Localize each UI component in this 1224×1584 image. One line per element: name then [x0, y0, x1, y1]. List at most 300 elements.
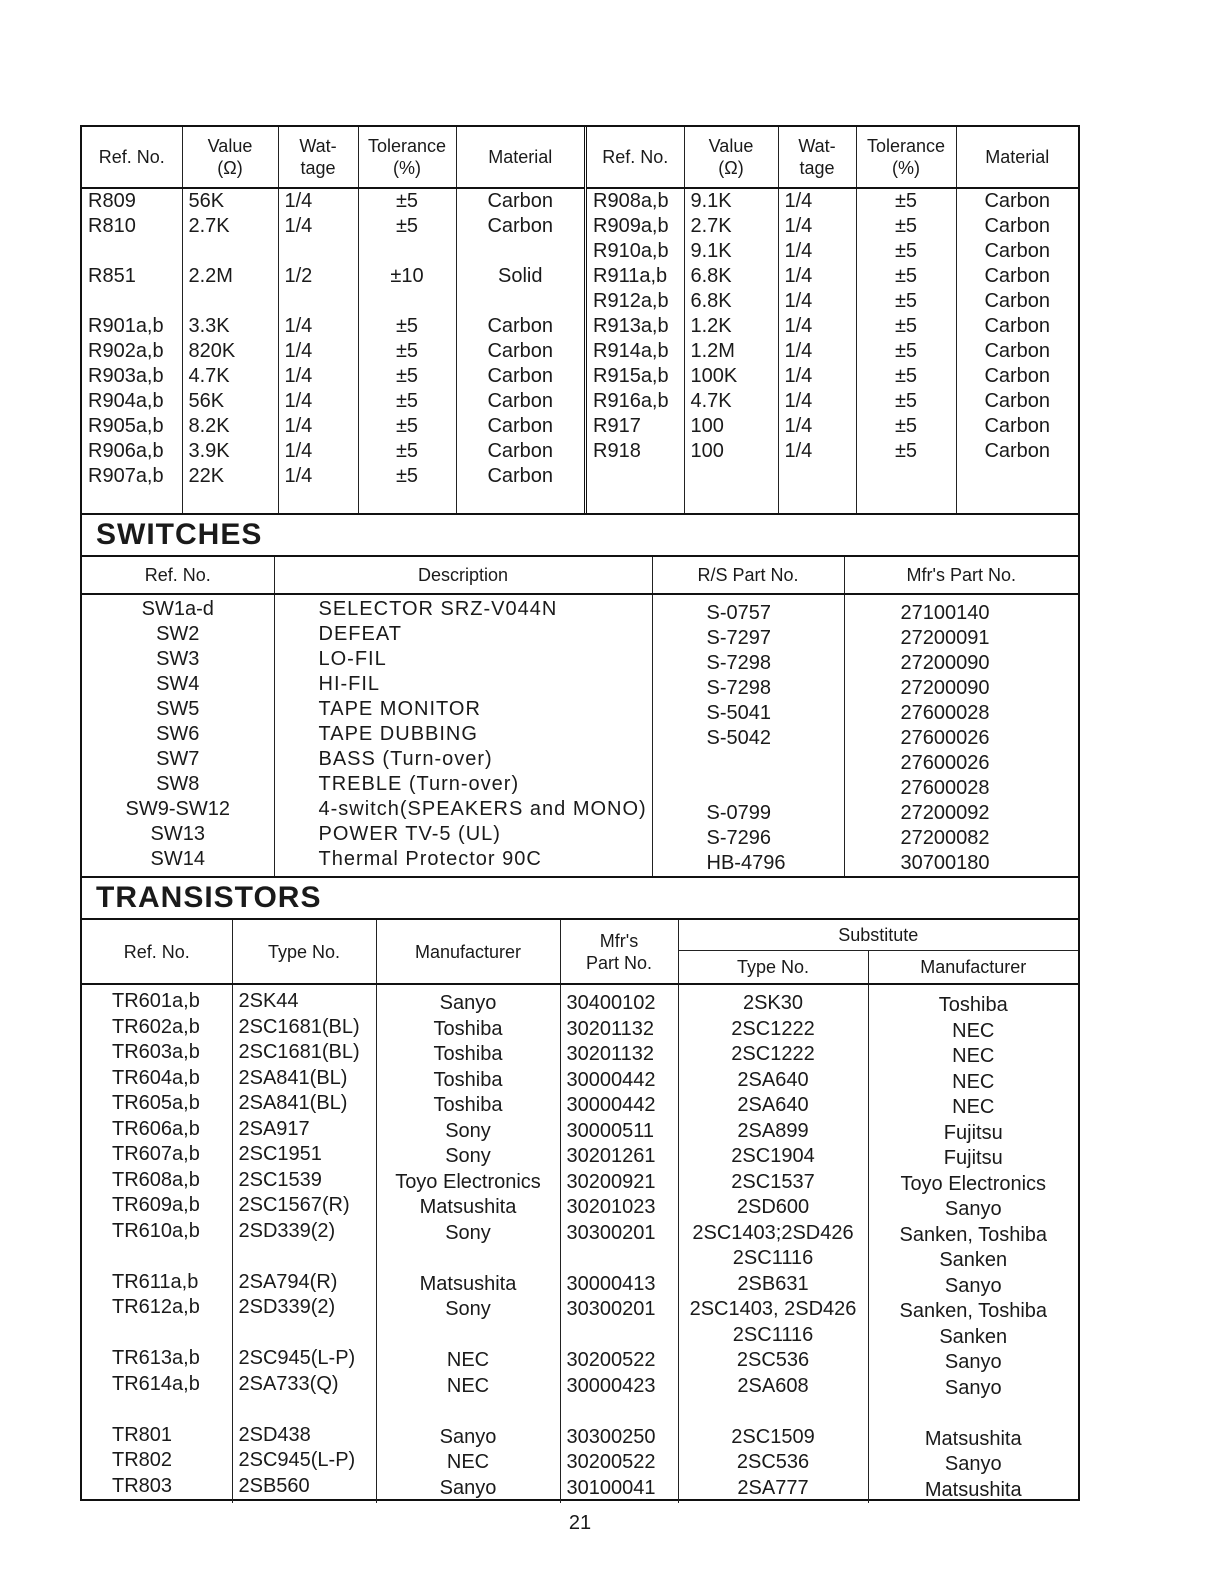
resistor-value: 4.7K — [188, 365, 230, 387]
transistor-substitute-manufacturer: Toyo Electronics — [900, 1172, 1047, 1195]
resistor-value: 100K — [690, 365, 738, 387]
resistor-tolerance: ±5 — [894, 365, 918, 387]
transistor-mfr-part: 30000442 — [566, 1094, 656, 1116]
switch-mfr-part: 27200090 — [900, 652, 990, 674]
switch-description: TAPE MONITOR — [318, 698, 481, 720]
resistor-refs — [587, 188, 684, 513]
resistor-value: 8.2K — [188, 415, 230, 437]
transistor-ref — [112, 1244, 226, 1270]
resistor-refs — [82, 188, 182, 513]
transistor-substitute-type: 2SD600 — [736, 1196, 810, 1218]
resistor-column-body — [82, 188, 584, 513]
switches-table — [82, 557, 1078, 878]
transistor-substitute-manufacturer: Sanyo — [944, 1453, 1002, 1475]
resistor-ref: R916a,b — [593, 390, 669, 412]
col-tolerance-header: Tolerance (%) — [856, 127, 956, 188]
resistor-ref: R911a,b — [593, 265, 668, 287]
transistor-substitute-manufacturers — [868, 984, 1078, 1503]
transistor-ref: TR610a,b — [112, 1219, 200, 1242]
transistor-type: 2SA841(BL) — [238, 1066, 348, 1089]
transistor-manufacturer: NEC — [446, 1451, 490, 1473]
transistor-ref — [112, 1397, 226, 1423]
transistor-manufacturer: Matsushita — [419, 1196, 517, 1218]
resistor-value: 22K — [188, 465, 225, 487]
col-manufacturer-header: Manufacturer — [376, 920, 560, 984]
resistor-tolerance: ±5 — [395, 390, 419, 412]
resistor-wattage: 1/4 — [784, 315, 813, 337]
transistor-mfr-part: 30201132 — [566, 1017, 654, 1040]
resistor-values — [182, 188, 278, 513]
resistor-value: 56K — [188, 390, 225, 412]
transistor-substitute-manufacturer: Sanyo — [944, 1351, 1002, 1373]
switches-title: SWITCHES — [82, 515, 1078, 557]
switch-rs-part: S-7298 — [706, 652, 771, 674]
resistor-material: Carbon — [984, 315, 1051, 337]
transistor-manufacturer: Toyo Electronics — [395, 1170, 541, 1193]
transistor-substitute-manufacturer: Sanken, Toshiba — [899, 1223, 1048, 1246]
transistor-mfr-part: 30300201 — [566, 1221, 656, 1244]
col-wattage-header: Wat- tage — [778, 127, 856, 188]
transistor-substitute-manufacturer: Sanyo — [944, 1198, 1002, 1220]
transistor-mfr-part: 30201261 — [566, 1145, 656, 1167]
transistor-substitute-manufacturer — [875, 1401, 1073, 1427]
switch-rs-part: S-5041 — [706, 702, 771, 724]
resistor-material: Carbon — [984, 190, 1051, 212]
transistors-title: TRANSISTORS — [82, 878, 1078, 920]
resistor-value: 2.2M — [188, 265, 233, 287]
transistor-substitute-type: 2SC1904 — [731, 1145, 815, 1167]
transistor-type: 2SC1567(R) — [238, 1194, 350, 1216]
transistor-ref: TR614a,b — [112, 1372, 200, 1395]
resistor-tolerances — [358, 188, 456, 513]
switch-mfr-part: 27200082 — [900, 827, 990, 849]
resistor-material: Carbon — [487, 315, 554, 337]
transistor-type: 2SB560 — [238, 1474, 310, 1497]
resistor-tolerance: ±5 — [395, 190, 419, 212]
resistor-material: Carbon — [487, 215, 554, 237]
resistor-ref: R809 — [88, 190, 136, 212]
resistor-wattage: 1/4 — [284, 315, 313, 337]
transistor-substitute-type: 2SC1537 — [731, 1170, 815, 1193]
switch-ref: SW9-SW12 — [125, 798, 230, 820]
transistor-substitute-types — [678, 984, 868, 1503]
col-mfr-part-header: Mfr's Part No. — [844, 557, 1078, 594]
transistor-type: 2SA733(Q) — [238, 1372, 339, 1395]
resistor-value: 9.1K — [690, 190, 732, 212]
switch-rs-part: S-7298 — [706, 677, 771, 699]
transistor-manufacturer: Sanyo — [439, 992, 497, 1014]
resistor-wattage — [285, 289, 352, 314]
resistor-wattage: 1/4 — [284, 190, 313, 212]
resistor-ref: R913a,b — [593, 315, 669, 337]
resistor-ref: R915a,b — [593, 365, 669, 387]
resistor-value: 1.2K — [690, 315, 732, 337]
resistor-tolerance — [365, 239, 450, 264]
transistor-ref: TR802 — [112, 1449, 173, 1471]
transistor-substitute-type: 2SA608 — [737, 1374, 809, 1397]
resistor-tolerance: ±5 — [894, 340, 918, 362]
transistor-manufacturer: Sanyo — [439, 1425, 497, 1448]
transistor-mfr-part: 30300250 — [566, 1425, 656, 1448]
transistor-substitute-type: 2SC536 — [736, 1451, 810, 1473]
resistor-table-left — [82, 127, 587, 513]
transistor-manufacturer — [383, 1246, 554, 1272]
transistor-mfr-part: 30400102 — [566, 992, 656, 1014]
switch-description: HI-FIL — [318, 673, 381, 695]
switch-description: 4-switch(SPEAKERS and MONO) — [318, 798, 647, 820]
transistors-table — [82, 920, 1078, 1503]
resistor-value — [189, 289, 272, 314]
resistor-value: 4.7K — [690, 390, 732, 412]
transistor-type: 2SC1539 — [238, 1168, 322, 1191]
resistor-wattage: 1/4 — [284, 340, 313, 362]
col-value-header: Value (Ω) — [684, 127, 778, 188]
resistor-wattage: 1/4 — [784, 265, 813, 287]
resistor-value: 820K — [188, 340, 236, 362]
transistor-substitute-manufacturer: NEC — [952, 1096, 995, 1118]
switch-rs-part: S-0757 — [706, 602, 771, 624]
col-wattage-header: Wat- tage — [278, 127, 358, 188]
resistor-material: Carbon — [984, 340, 1051, 362]
transistor-ref: TR609a,b — [112, 1194, 200, 1216]
resistor-tables — [82, 127, 1078, 515]
transistor-substitute-manufacturer: Sanyo — [944, 1376, 1002, 1399]
resistor-wattage: 1/4 — [784, 440, 813, 462]
transistor-substitute-type: 2SC1403, 2SD426 — [689, 1298, 857, 1320]
transistor-substitute-type: 2SC1403;2SD426 — [692, 1221, 854, 1244]
transistor-substitute-type: 2SA777 — [737, 1476, 809, 1499]
resistor-tolerance: ±5 — [894, 415, 918, 437]
transistor-type: 2SK44 — [238, 990, 299, 1012]
switch-rs-parts — [652, 594, 844, 876]
resistor-ref: R912a,b — [593, 290, 669, 312]
transistor-manufacturer: NEC — [446, 1374, 490, 1397]
resistor-materials — [456, 188, 584, 513]
resistor-ref — [88, 289, 176, 314]
resistor-wattage: 1/4 — [284, 465, 313, 487]
switch-rs-part: S-7297 — [706, 627, 771, 649]
resistor-value: 2.7K — [188, 215, 230, 237]
transistor-mfr-part: 30000423 — [566, 1374, 656, 1397]
switch-rs-part: S-5042 — [706, 727, 771, 749]
transistor-ref: TR605a,b — [112, 1092, 200, 1114]
switch-description: DEFEAT — [318, 623, 402, 645]
transistor-ref: TR613a,b — [112, 1347, 200, 1369]
resistor-wattage — [285, 239, 352, 264]
resistor-wattages — [278, 188, 358, 513]
switch-rs-part: HB-4796 — [706, 852, 786, 874]
transistor-ref: TR602a,b — [112, 1015, 200, 1038]
resistor-ref: R810 — [88, 215, 136, 237]
resistor-wattage: 1/4 — [784, 365, 813, 387]
transistor-column-body — [82, 984, 1078, 1503]
resistor-material: Carbon — [487, 440, 554, 462]
switch-column-body — [82, 594, 1078, 876]
resistor-material: Carbon — [487, 365, 554, 387]
transistor-substitute-type: 2SA640 — [737, 1068, 809, 1091]
resistor-ref: R918 — [593, 440, 641, 462]
switch-mfr-part: 27600026 — [900, 727, 990, 749]
resistor-value: 100 — [690, 415, 724, 437]
resistor-tolerance: ±5 — [395, 465, 419, 487]
resistor-material: Carbon — [487, 340, 554, 362]
col-type-header: Type No. — [232, 920, 376, 984]
transistor-manufacturers — [376, 984, 560, 1503]
resistor-table-right — [587, 127, 1078, 513]
transistor-type: 2SA841(BL) — [238, 1092, 348, 1114]
resistor-material: Carbon — [487, 465, 554, 487]
transistor-ref: TR604a,b — [112, 1066, 200, 1089]
resistor-material: Carbon — [487, 190, 554, 212]
transistor-manufacturer: Matsushita — [419, 1272, 517, 1295]
switch-mfr-part: 27100140 — [900, 602, 990, 624]
col-ref-header: Ref. No. — [82, 127, 182, 188]
resistor-tolerance: ±5 — [894, 190, 918, 212]
transistor-type: 2SC945(L-P) — [238, 1449, 356, 1471]
resistor-value — [189, 239, 272, 264]
resistor-value: 100 — [690, 440, 724, 462]
switch-ref: SW6 — [156, 723, 200, 745]
resistor-material: Carbon — [984, 215, 1051, 237]
col-ref-header: Ref. No. — [587, 127, 684, 188]
col-tolerance-header: Tolerance (%) — [358, 127, 456, 188]
resistor-value: 1.2M — [690, 340, 735, 362]
switch-ref: SW7 — [156, 748, 200, 770]
resistor-tolerance: ±5 — [894, 240, 918, 262]
resistor-tolerance: ±10 — [390, 265, 424, 287]
resistor-wattage: 1/4 — [784, 215, 813, 237]
transistor-type: 2SA794(R) — [238, 1270, 338, 1293]
switch-description: TAPE DUBBING — [318, 723, 478, 745]
switch-mfr-part: 27600028 — [900, 777, 990, 799]
resistor-wattage: 1/2 — [284, 265, 313, 287]
transistor-types — [232, 984, 376, 1503]
col-description-header: Description — [274, 557, 652, 594]
transistor-substitute-manufacturer: Fujitsu — [943, 1121, 1003, 1144]
switch-ref: SW2 — [156, 623, 200, 645]
resistor-wattage: 1/4 — [784, 415, 813, 437]
transistor-substitute-manufacturer: Matsushita — [924, 1478, 1022, 1501]
resistor-value: 6.8K — [690, 265, 732, 287]
col-sub-manufacturer-header: Manufacturer — [868, 951, 1078, 985]
transistor-manufacturer: Toshiba — [433, 1043, 503, 1065]
transistor-mfr-part: 30200522 — [566, 1349, 656, 1371]
resistor-material: Carbon — [984, 415, 1051, 437]
switch-mfr-part: 27600026 — [900, 752, 990, 774]
transistor-ref: TR603a,b — [112, 1041, 200, 1063]
transistor-substitute-type: 2SC1116 — [732, 1323, 814, 1346]
resistor-wattage: 1/4 — [284, 415, 313, 437]
resistor-wattages — [778, 188, 856, 513]
resistor-ref: R908a,b — [593, 190, 669, 212]
switch-description: SELECTOR SRZ-V044N — [318, 598, 558, 620]
transistor-manufacturer: Sanyo — [439, 1476, 497, 1499]
transistor-substitute-type: 2SA899 — [737, 1119, 809, 1142]
resistor-material: Carbon — [487, 415, 554, 437]
col-value-header: Value (Ω) — [182, 127, 278, 188]
switch-description: Thermal Protector 90C — [318, 848, 542, 870]
resistor-tolerance: ±5 — [894, 440, 918, 462]
switch-ref: SW4 — [156, 673, 200, 695]
switch-refs — [82, 594, 274, 876]
transistor-substitute-manufacturer: Toshiba — [938, 994, 1008, 1016]
resistor-ref: R914a,b — [593, 340, 669, 362]
transistor-type: 2SC1681(BL) — [238, 1015, 360, 1038]
resistor-wattage: 1/4 — [784, 190, 813, 212]
transistor-manufacturer: Sony — [445, 1298, 491, 1320]
switch-rs-part: S-7296 — [706, 827, 771, 849]
resistor-material: Carbon — [487, 390, 554, 412]
switch-ref: SW8 — [156, 773, 200, 795]
resistor-ref: R909a,b — [593, 215, 669, 237]
parts-list-frame — [80, 125, 1080, 1501]
resistor-wattage: 1/4 — [784, 240, 813, 262]
transistor-manufacturer: Toshiba — [433, 1017, 503, 1040]
resistor-tolerance: ±5 — [894, 265, 918, 287]
resistor-ref: R901a,b — [88, 315, 164, 337]
transistor-mfr-part: 30000511 — [566, 1119, 654, 1142]
resistor-value: 6.8K — [690, 290, 732, 312]
transistor-ref: TR601a,b — [112, 990, 200, 1012]
resistor-ref: R903a,b — [88, 365, 164, 387]
resistor-tolerance: ±5 — [395, 315, 419, 337]
resistor-material: Carbon — [984, 265, 1051, 287]
transistor-manufacturer — [383, 1399, 554, 1425]
transistor-manufacturer: Sony — [445, 1145, 491, 1167]
resistor-ref: R906a,b — [88, 440, 164, 462]
transistor-substitute-type: 2SK30 — [742, 992, 804, 1014]
switch-mfr-part: 27200092 — [900, 802, 990, 824]
resistor-material — [463, 289, 579, 314]
transistor-mfr-parts — [560, 984, 678, 1503]
transistor-mfr-part: 30000413 — [566, 1272, 656, 1295]
switch-ref: SW3 — [156, 648, 200, 670]
transistor-mfr-part: 30200921 — [566, 1170, 656, 1193]
transistor-ref: TR801 — [112, 1423, 173, 1446]
resistor-material: Carbon — [984, 365, 1051, 387]
transistor-substitute-type: 2SB631 — [737, 1272, 809, 1295]
transistor-ref — [112, 1321, 226, 1347]
resistor-value: 56K — [188, 190, 225, 212]
transistor-substitute-manufacturer: NEC — [952, 1019, 995, 1042]
resistor-material: Carbon — [984, 440, 1051, 462]
resistor-wattage: 1/4 — [284, 440, 313, 462]
transistor-type: 2SC945(L-P) — [238, 1347, 356, 1369]
col-material-header: Material — [456, 127, 584, 188]
resistor-tolerance: ±5 — [395, 415, 419, 437]
resistor-wattage: 1/4 — [784, 340, 813, 362]
transistor-substitute-type: 2SC1222 — [731, 1043, 815, 1065]
transistor-mfr-part: 30200522 — [566, 1451, 656, 1473]
resistor-ref: R907a,b — [88, 465, 164, 487]
transistor-substitute-manufacturer: Sanyo — [944, 1274, 1002, 1297]
resistor-tolerance: ±5 — [894, 390, 918, 412]
resistor-tolerance: ±5 — [395, 340, 419, 362]
resistor-material: Solid — [498, 265, 543, 287]
transistor-mfr-part: 30000442 — [566, 1068, 656, 1091]
switch-ref: SW13 — [150, 823, 205, 845]
switch-description: TREBLE (Turn-over) — [318, 773, 520, 795]
switch-rs-part: S-0799 — [706, 802, 771, 824]
resistor-value: 3.3K — [188, 315, 230, 337]
transistor-type — [239, 1321, 370, 1347]
resistor-ref: R902a,b — [88, 340, 164, 362]
transistor-manufacturer: Sony — [445, 1221, 491, 1244]
transistor-substitute-type: 2SC1509 — [731, 1425, 815, 1448]
resistor-tolerance: ±5 — [894, 290, 918, 312]
switch-mfr-part: 30700180 — [900, 852, 990, 874]
switch-mfr-part: 27200091 — [900, 627, 990, 649]
transistor-mfr-part: 30201132 — [566, 1043, 654, 1065]
resistor-wattage: 1/4 — [284, 215, 313, 237]
transistor-substitute-type: 2SA640 — [737, 1094, 809, 1116]
transistor-mfr-part — [567, 1323, 672, 1349]
resistor-value: 9.1K — [690, 240, 732, 262]
col-ref-header: Ref. No. — [82, 920, 232, 984]
transistor-substitute-manufacturer: Matsushita — [924, 1427, 1022, 1450]
resistor-column-body — [587, 188, 1078, 513]
resistor-material — [463, 239, 579, 264]
resistor-wattage: 1/4 — [284, 365, 313, 387]
transistor-ref: TR608a,b — [112, 1168, 200, 1191]
resistor-ref: R851 — [88, 265, 136, 287]
transistor-substitute-manufacturer: Sanken — [939, 1249, 1008, 1271]
switch-description: LO-FIL — [318, 648, 387, 670]
transistor-ref: TR803 — [112, 1474, 173, 1497]
transistor-type — [239, 1244, 370, 1270]
transistor-type: 2SC1681(BL) — [238, 1041, 360, 1063]
switch-descriptions — [274, 594, 652, 876]
switch-description: BASS (Turn-over) — [318, 748, 493, 770]
resistor-value: 3.9K — [188, 440, 230, 462]
resistor-wattage: 1/4 — [784, 390, 813, 412]
transistor-substitute-type: 2SC1116 — [732, 1247, 814, 1269]
switch-rs-part — [707, 751, 838, 776]
transistor-mfr-part — [567, 1246, 672, 1272]
resistor-tolerance: ±5 — [395, 365, 419, 387]
transistor-substitute-manufacturer: Sanken — [939, 1325, 1008, 1348]
resistor-material: Carbon — [984, 290, 1051, 312]
transistor-substitute-manufacturer: Fujitsu — [943, 1147, 1003, 1169]
resistor-value: 2.7K — [690, 215, 732, 237]
resistor-material: Carbon — [984, 390, 1051, 412]
switch-mfr-part: 27200090 — [900, 677, 990, 699]
resistor-material: Carbon — [984, 240, 1051, 262]
transistor-substitute-manufacturer: Sanken, Toshiba — [899, 1300, 1048, 1322]
transistor-manufacturer: Toshiba — [433, 1094, 503, 1116]
transistor-type: 2SD438 — [238, 1423, 311, 1446]
col-substitute-header: Substitute — [678, 920, 1078, 951]
transistor-ref: TR607a,b — [112, 1143, 200, 1165]
resistor-materials — [956, 188, 1078, 513]
transistor-substitute-type — [685, 1399, 862, 1425]
transistor-type: 2SD339(2) — [238, 1296, 336, 1318]
resistor-ref: R917 — [593, 415, 641, 437]
page-number: 21 — [568, 1512, 592, 1534]
col-rs-part-header: R/S Part No. — [652, 557, 844, 594]
transistor-substitute-manufacturer: NEC — [952, 1070, 995, 1093]
col-sub-type-header: Type No. — [678, 951, 868, 985]
resistor-ref: R904a,b — [88, 390, 164, 412]
transistor-refs — [82, 984, 232, 1503]
transistor-manufacturer: NEC — [446, 1349, 490, 1371]
resistor-values — [684, 188, 778, 513]
col-mfr-part-header: Mfr's Part No. — [560, 920, 678, 984]
resistor-ref: R910a,b — [593, 240, 669, 262]
switch-ref: SW5 — [156, 698, 200, 720]
col-material-header: Material — [956, 127, 1078, 188]
switch-ref: SW1a-d — [141, 598, 214, 620]
